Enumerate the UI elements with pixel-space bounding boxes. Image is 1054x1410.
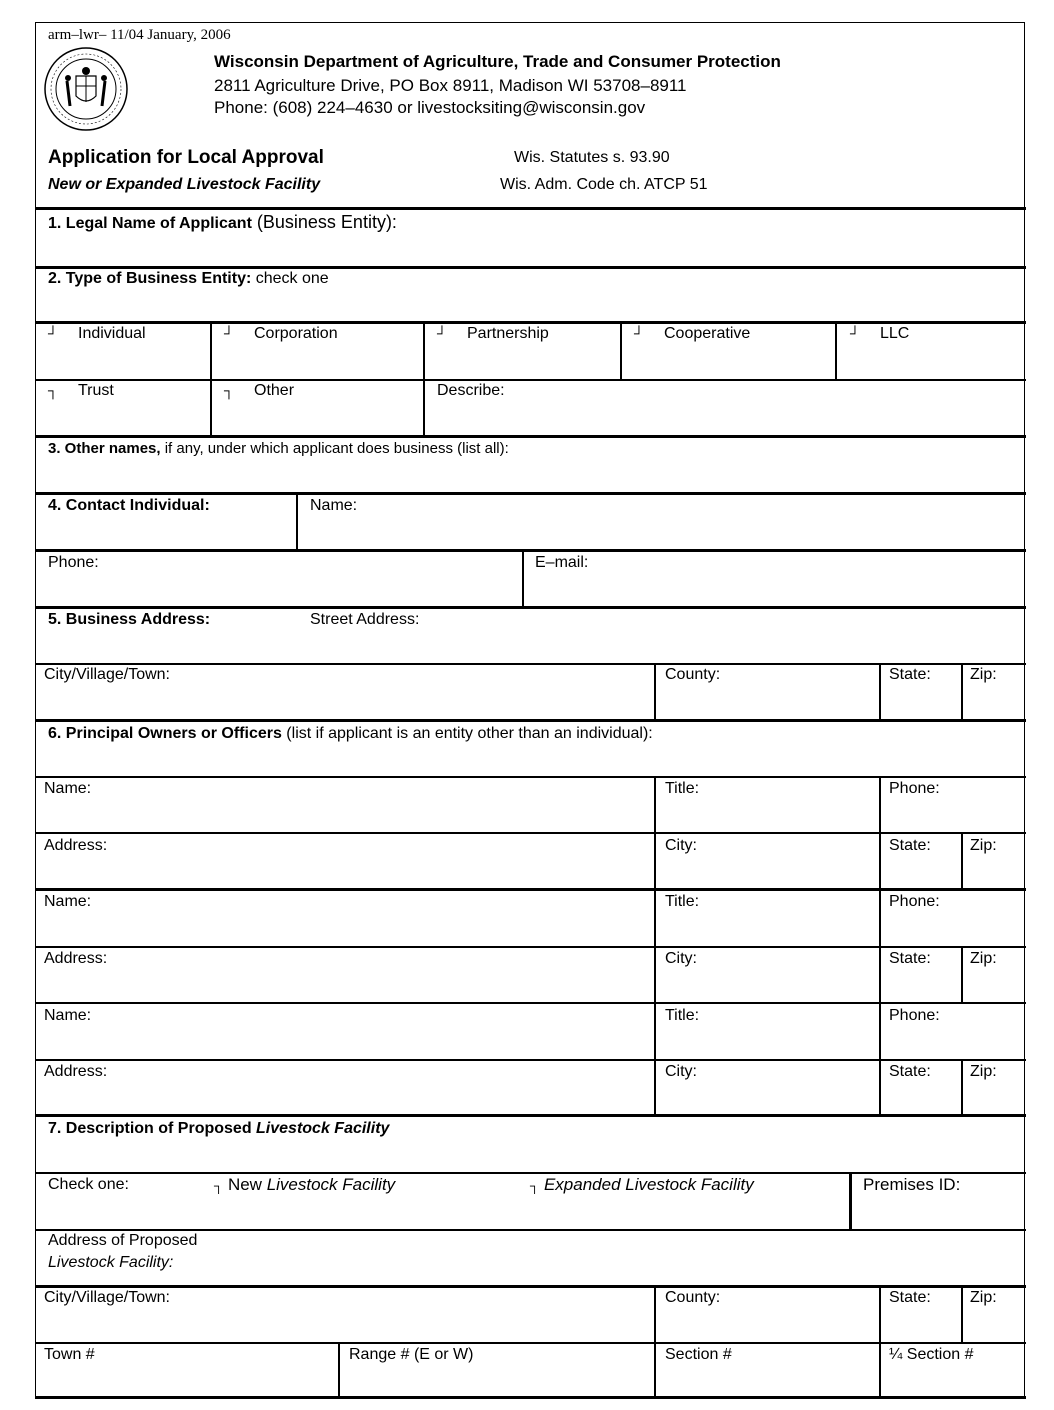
business-type-heading bbox=[48, 270, 329, 288]
section-number-field[interactable]: Section # bbox=[665, 1346, 732, 1363]
business-city-field[interactable]: City/Village/Town: bbox=[44, 666, 170, 683]
owner1-name-field[interactable]: Name: bbox=[44, 780, 92, 797]
option-label: Partnership bbox=[467, 325, 549, 342]
other-names-field[interactable] bbox=[48, 440, 509, 457]
checkbox-icon[interactable]: ┘ bbox=[850, 325, 860, 341]
owner1-phone-field[interactable]: Phone: bbox=[889, 780, 940, 797]
business-type-label: 2. Type of Business Entity: bbox=[48, 270, 252, 287]
checkbox-partnership[interactable] bbox=[437, 325, 549, 343]
checkbox-icon[interactable]: ┐ bbox=[530, 1178, 540, 1193]
facility-state-field[interactable]: State: bbox=[889, 1289, 931, 1306]
option-label: Cooperative bbox=[664, 325, 751, 342]
option-label: LLC bbox=[880, 325, 910, 342]
owner1-zip-field[interactable]: Zip: bbox=[970, 837, 997, 854]
street-address-field[interactable]: Street Address: bbox=[310, 611, 420, 628]
principal-owners-heading bbox=[48, 725, 653, 743]
legal-name-qualifier: (Business Entity): bbox=[251, 212, 397, 232]
proposed-address-field[interactable]: Livestock Facility: bbox=[48, 1254, 174, 1271]
owner2-name-field[interactable]: Name: bbox=[44, 893, 92, 910]
owner2-zip-field[interactable]: Zip: bbox=[970, 950, 997, 967]
legal-name-field[interactable] bbox=[48, 212, 397, 233]
owner3-address-field[interactable]: Address: bbox=[44, 1063, 108, 1080]
checkbox-icon[interactable]: ┐ bbox=[48, 382, 58, 398]
owner3-city-field[interactable]: City: bbox=[665, 1063, 697, 1080]
seal-icon bbox=[43, 46, 129, 132]
business-type-instruction: check one bbox=[251, 270, 329, 287]
checkbox-icon[interactable]: ┘ bbox=[437, 325, 447, 341]
owner1-title-field[interactable]: Title: bbox=[665, 780, 700, 797]
checkbox-corporation[interactable] bbox=[224, 325, 338, 343]
facility-description-heading bbox=[48, 1120, 389, 1138]
owner1-address-field[interactable]: Address: bbox=[44, 837, 108, 854]
option-label: Other bbox=[254, 382, 295, 399]
owner1-city-field[interactable]: City: bbox=[665, 837, 697, 854]
agency-name: Wisconsin Department of Agriculture, Trade and Consumer Protection bbox=[214, 52, 781, 71]
business-state-field[interactable]: State: bbox=[889, 666, 931, 683]
legal-name-label: 1. Legal Name of Applicant bbox=[48, 215, 252, 232]
principal-owners-instruction: (list if applicant is an entity other than an individual): bbox=[281, 725, 653, 742]
checkbox-expanded-facility[interactable] bbox=[530, 1175, 754, 1195]
describe-field[interactable]: Describe: bbox=[437, 382, 505, 399]
owner2-phone-field[interactable]: Phone: bbox=[889, 893, 940, 910]
business-county-field[interactable]: County: bbox=[665, 666, 721, 683]
code-ref: Wis. Adm. Code ch. ATCP 51 bbox=[500, 176, 708, 193]
contact-phone-field[interactable]: Phone: bbox=[48, 554, 99, 571]
option-label: Individual bbox=[78, 325, 146, 342]
new-label-italic: Livestock Facility bbox=[266, 1175, 396, 1194]
form-subtitle: New or Expanded Livestock Facility bbox=[48, 176, 321, 193]
option-label: Trust bbox=[78, 382, 114, 399]
owner2-title-field[interactable]: Title: bbox=[665, 893, 700, 910]
facility-zip-field[interactable]: Zip: bbox=[970, 1289, 997, 1306]
checkbox-cooperative[interactable] bbox=[634, 325, 750, 343]
checkbox-llc[interactable] bbox=[850, 325, 909, 343]
premises-id-field[interactable]: Premises ID: bbox=[863, 1175, 961, 1194]
contact-name-field[interactable]: Name: bbox=[310, 497, 358, 514]
range-number-field[interactable]: Range # (E or W) bbox=[349, 1346, 474, 1363]
quarter-section-field[interactable]: ¼ Section # bbox=[889, 1346, 974, 1363]
contact-individual-label: 4. Contact Individual: bbox=[48, 497, 210, 514]
checkbox-individual[interactable] bbox=[48, 325, 146, 343]
form-code: arm–lwr– 11/04 January, 2006 bbox=[48, 27, 231, 43]
other-names-instruction: if any, under which applicant does business (list all): bbox=[160, 440, 509, 457]
business-zip-field[interactable]: Zip: bbox=[970, 666, 997, 683]
checkbox-icon[interactable]: ┐ bbox=[224, 382, 234, 398]
principal-owners-label: 6. Principal Owners or Officers bbox=[48, 725, 282, 742]
expanded-label: Expanded Livestock Facility bbox=[543, 1175, 754, 1194]
agency-address: 2811 Agriculture Drive, PO Box 8911, Madison WI 53708–8911 bbox=[214, 76, 687, 95]
owner2-city-field[interactable]: City: bbox=[665, 950, 697, 967]
checkbox-new-facility[interactable] bbox=[214, 1175, 395, 1195]
other-names-label: 3. Other names, bbox=[48, 440, 161, 457]
facility-description-label-italic: Livestock Facility bbox=[256, 1120, 390, 1137]
new-label: New bbox=[227, 1175, 267, 1194]
checkbox-icon[interactable]: ┘ bbox=[634, 325, 644, 341]
check-one-label: Check one: bbox=[48, 1176, 129, 1193]
agency-phone: Phone: (608) 224–4630 or livestocksiting@wisconsin.gov bbox=[214, 98, 646, 117]
facility-description-label: 7. Description of Proposed bbox=[48, 1120, 257, 1137]
owner2-state-field[interactable]: State: bbox=[889, 950, 931, 967]
business-address-label: 5. Business Address: bbox=[48, 611, 211, 628]
facility-city-field[interactable]: City/Village/Town: bbox=[44, 1289, 170, 1306]
town-number-field[interactable]: Town # bbox=[44, 1346, 95, 1363]
owner3-title-field[interactable]: Title: bbox=[665, 1007, 700, 1024]
statute-ref: Wis. Statutes s. 93.90 bbox=[514, 149, 670, 166]
owner3-name-field[interactable]: Name: bbox=[44, 1007, 92, 1024]
form-title: Application for Local Approval bbox=[48, 147, 324, 168]
checkbox-icon[interactable]: ┐ bbox=[214, 1178, 224, 1193]
owner2-address-field[interactable]: Address: bbox=[44, 950, 108, 967]
checkbox-other[interactable] bbox=[224, 382, 294, 400]
contact-email-field[interactable]: E–mail: bbox=[535, 554, 589, 571]
proposed-address-label-1: Address of Proposed bbox=[48, 1232, 198, 1249]
owner3-zip-field[interactable]: Zip: bbox=[970, 1063, 997, 1080]
checkbox-icon[interactable]: ┘ bbox=[224, 325, 234, 341]
owner1-state-field[interactable]: State: bbox=[889, 837, 931, 854]
checkbox-trust[interactable] bbox=[48, 382, 114, 400]
option-label: Corporation bbox=[254, 325, 338, 342]
owner3-state-field[interactable]: State: bbox=[889, 1063, 931, 1080]
checkbox-icon[interactable]: ┘ bbox=[48, 325, 58, 341]
facility-county-field[interactable]: County: bbox=[665, 1289, 721, 1306]
owner3-phone-field[interactable]: Phone: bbox=[889, 1007, 940, 1024]
